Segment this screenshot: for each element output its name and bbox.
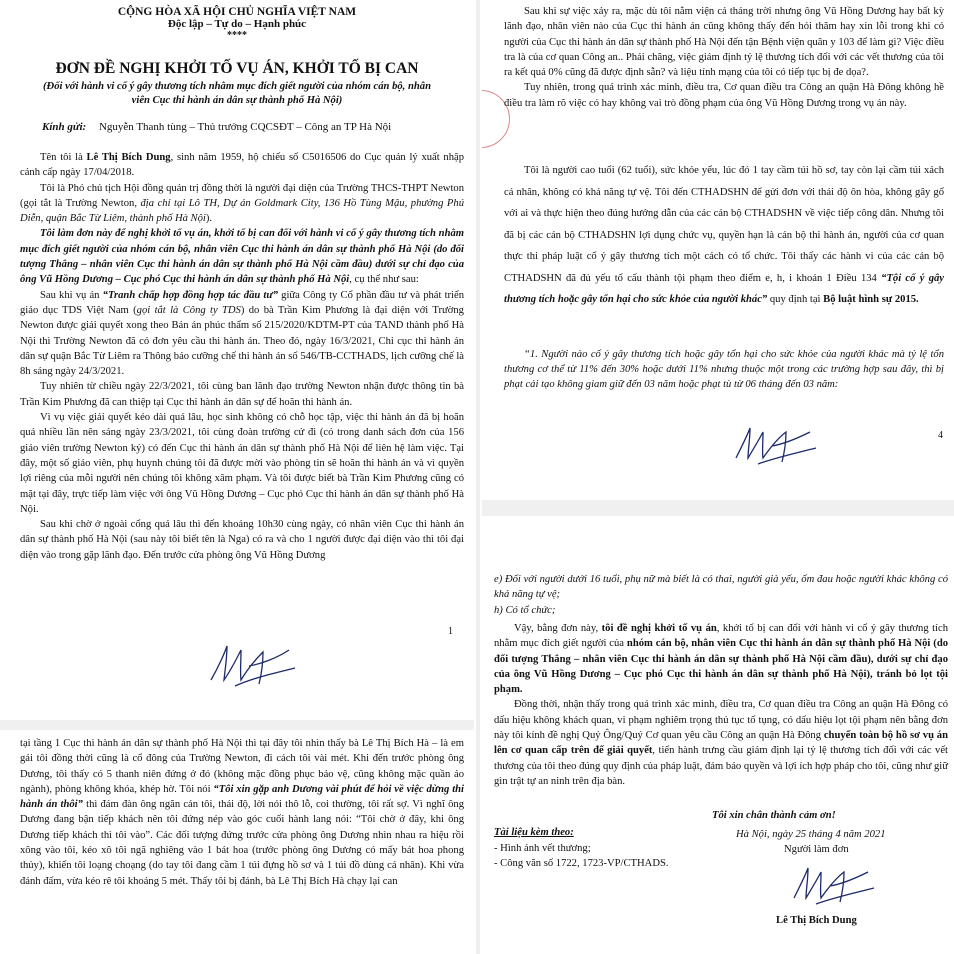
paragraph: tại tầng 1 Cục thi hành án dân sự thành phố Hà Nội thì tại đây tôi nhìn thấy bà Lê Thị Bích Hà – là em gái tôi đồng thời cũng là cổ đông của Trường Newton, đi cách tôi vài mét. Khi đến trước phòng ông Dương, tôi thấy có 5 thanh niên đứng ở đó (không mặc đồng phục bảo vệ, cũng không mặc quần áo ngành), phòng không khóa, khép hờ. Tôi nói “Tôi xin gặp anh Dương vài phút để hỏi về việc dừng thi hành án thôi” thì đám đàn ông ngăn cản tôi, thái độ, lời nói thô lỗ, coi thường, tôi rất sợ. Vì nghĩ ông Dương đang bận tiếp khách nên tôi đứng nép vào góc cuối hành lang nói: “Tôi chờ ở đây, khi ông Dương tiếp khách thì tôi vào”. Các đối tượng đứng trước cửa phòng ông Dương nhìn nhau ra hiệu rồi xông vào tôi, kéo xô tôi ngã nghiêng vào 1 bát hoa (trước phòng ông Dương có mấy bát hoa phong thủy), khiến tôi loạng choạng (do tay tôi đang cầm 1 túi đựng hồ sơ và 1 túi đồ dùng cá nhân). Khi vừa đánh đấm, vừa kéo rê tôi khoảng 5 mét. Thấy tôi bị đánh, bà Lê Thị Bích Hà chạy lại can [20, 738, 464, 887]
panel-separator-right [482, 500, 954, 516]
panel-separator-left [0, 720, 474, 730]
paragraph: Vậy, bằng đơn này, tôi đề nghị khởi tố vụ án, khởi tố bị can đối với hành vi cố ý gây thương tích nhằm mục đích giết người của nhóm cán bộ, nhân viên Cục thi hành án dân sự thành phố Hà Nội (do đối tượng Thắng – nhân viên Cục thi hành án dân sự thành phố Hà Nội cầm đầu), dưới sự chỉ đạo của ông Vũ Hồng Dương – Cục phó Cục thi hành án dân sự thành phố Hà Nội), tránh bỏ lọt tội phạm. [494, 623, 949, 696]
page1-body [20, 150, 464, 563]
document-page-3 [482, 518, 954, 954]
paragraph: Tuy nhiên từ chiều ngày 22/3/2021, tôi cùng ban lãnh đạo trường Newton nhận được thông tin bà Trần Kim Phương đã can thiệp tại Cục thi hành án dân sự để hoãn thi hành án. [20, 381, 464, 408]
attachment-item: - Công văn số 1722, 1723-VP/CTHADS. [494, 858, 669, 869]
law-item-e: e) Đối với người dưới 16 tuổi, phụ nữ mà biết là có thai, người già yếu, ốm đau hoặc người khác không có khả năng tự vệ; [494, 574, 948, 601]
law-item-h: h) Có tổ chức; [494, 605, 556, 616]
recipient-text: Nguyễn Thanh tùng – Thủ trưởng CQCSĐT – Công an TP Hà Nội [98, 121, 392, 133]
paragraph: Sau khi sự việc xảy ra, mặc dù tôi nằm viện cả tháng trời nhưng ông Vũ Hồng Dương hay bất kỳ lãnh đạo, nhân viên nào của Cục thi hành án cũng không thấy đến hỏi thăm hay xin lỗi trong khi có người của Cục thi hành án dân sự thành phố Hà Nội đến tận Bệnh viện quân y 103 để làm gì? Việc điều tra là của cơ quan Công an.. Phải chăng, việc giám định tỷ lệ thương tích đối với các vết thương của tôi ra kết quả 0% cũng đã được định sẵn? và liệu tính mạng của tôi có tiếp tục bị đe dọa?. [504, 6, 944, 79]
page-number: 1 [448, 626, 453, 637]
recipient-label: Kính gửi: [42, 121, 87, 133]
page4-body [20, 736, 464, 889]
page-number: 4 [938, 430, 943, 441]
page3-body [494, 621, 948, 789]
thanks: Tôi xin chân thành cảm ơn! [712, 810, 836, 821]
recipient-line [42, 121, 462, 133]
signer-name: Lê Thị Bích Dung [776, 915, 857, 926]
signature-icon [788, 860, 878, 910]
paragraph: Tuy nhiên, trong quá trình xác minh, điều tra, Cơ quan điều tra Công an quận Hà Đông không hề điều tra làm rõ việc có hay không vai trò đồng phạm của ông Vũ Hồng Dương trong vụ án này. [504, 82, 944, 109]
date-line: Hà Nội, ngày 25 tháng 4 năm 2021 [736, 829, 886, 840]
nation-header: CỘNG HÒA XÃ HỘI CHỦ NGHĨA VIỆT NAM [117, 6, 357, 18]
signature-icon [205, 636, 300, 694]
signer-role: Người làm đơn [784, 844, 849, 855]
document-page-2 [482, 0, 954, 498]
motto: Độc lập – Tự do – Hạnh phúc [167, 18, 307, 30]
document-page-1 [0, 0, 474, 718]
law-quote: “1. Người nào cố ý gây thương tích hoặc gây tổn hại cho sức khỏe của người khác mà tỷ lệ tổn thương cơ thể từ 11% đến 30% hoặc dưới 11% nhưng thuộc một trong các trường hợp sau đây, thì bị phạt cải tạo không giam giữ đến 03 năm hoặc phạt tù từ 06 tháng đến 03 năm: [504, 349, 944, 390]
page2-body [504, 4, 944, 111]
paragraph: Tôi là Phó chủ tịch Hội đồng quản trị đồng thời là người đại diện của Trường THCS-THPT Newton (gọi tắt là Trường Newton, địa chỉ tại Lô TH, Dự án Goldmark City, 136 Hồ Tùng Mậu, phường Phú Diễn, quận Bắc Từ Liêm, thành phố Hà Nội). [20, 182, 464, 225]
paragraph: Đồng thời, nhận thấy trong quá trình xác minh, điều tra, Cơ quan điều tra Công an quận Hà Đông có dấu hiệu không khách quan, vi phạm nghiêm trọng thủ tục tố tụng, có dấu hiệu lọt tội phạm nên bằng đơn này tôi kính đề nghị Quý Ông/Quý Cơ quan yêu cầu Công an quận Hà Đông chuyển toàn bộ hồ sơ vụ án lên cơ quan cấp trên để giải quyết, tiến hành trưng cầu giám định lại tỷ lệ thương tích đối với các vết thương của tôi theo đúng quy định của pháp luật, đảm bảo quyền và lợi ích hợp pháp cho tôi, cũng như giữ gìn trật tự an ninh trên địa bàn. [494, 699, 948, 787]
paragraph: Tôi là người cao tuổi (62 tuổi), sức khỏe yếu, lúc đó 1 tay cầm túi hồ sơ, tay còn lại cầm túi xách cá nhân, không có khả năng tự vệ. Tôi đến CTHADSHN để gửi đơn với thái độ ôn hòa, không gây gổ với ai và thực hiện theo đúng hướng dẫn của các cán bộ CTHADSHN về việc tiếp công dân. Nhưng tôi đã bị các cán bộ CTHADSHN lợi dụng chức vụ, quyền hạn là cán bộ thi hành án, người của cơ quan thực thi pháp luật cố ý gây thương tích một cách có tổ chức. Tôi thấy các hành vi của các cán bộ CTHADSHN đã đủ yếu tố cấu thành tội phạm theo điểm e, h, i khoản 1 Điều 134 “Tội cố ý gây thương tích hoặc gây tổn hại cho sức khỏe của người khác” quy định tại Bộ luật hình sự 2015. [504, 165, 944, 305]
paragraph: Tôi làm đơn này để nghị khởi tố vụ án, khởi tố bị can đối với hành vi cố ý gây thương tích nhằm mục đích giết người của nhóm cán bộ, nhân viên Cục thi hành án dân sự thành phố Hà Nội (do đối tượng Thắng – nhân viên Cục thi hành án dân sự thành phố Hà Nội cầm đầu) dưới sự chỉ đạo của ông Vũ Hồng Dương – Cục phó Cục thi hành án dân sự thành phố Hà Nội, cụ thể như sau: [20, 228, 464, 286]
signature-icon [730, 420, 820, 470]
attachments-title: Tài liệu kèm theo: [494, 827, 574, 838]
attachments [494, 825, 669, 872]
document-page-4 [0, 732, 474, 954]
page-subtitle: (Đối với hành vi cố ý gây thương tích nhằm mục đích giết người của nhóm cán bộ, nhân viên Cục thi hành án dân sự thành phố Hà Nội) [43, 81, 431, 106]
paragraph: Sau khi vụ án “Tranh chấp hợp đồng hợp tác đầu tư” giữa Công ty Cổ phần đầu tư và phát triển giáo dục TDS Việt Nam (gọi tắt là Công ty TDS) do bà Trần Kim Phương là đại diện với Trường Newton được giải quyết xong theo Bản án phúc thẩm số 215/2020/KDTM-PT của TAND thành phố Hà Nội thì Trường Newton đã có đơn yêu cầu thi hành án. Theo đó, ngày 16/3/2021, Chi cục thi hành án dân sự quận Bắc Từ Liêm ra Thông báo cưỡng chế thi hành án số 546/TB-CCTHADS, lịch cưỡng chế là 8h sáng ngày 24/3/2021. [20, 289, 464, 378]
paragraph: Sau khi chờ ở ngoài cổng quá lâu thì đến khoảng 10h30 cùng ngày, có nhân viên Cục thi hành án dân sự thành phố Hà Nội (sau này tôi biết tên là Nga) có ra và cho 1 người được đại diện vào thì tôi đại diện vào trong gặp lãnh đạo. Đến trước cửa phòng ông Vũ Hồng Dương [20, 519, 464, 561]
page-title: ĐƠN ĐỀ NGHỊ KHỞI TỐ VỤ ÁN, KHỞI TỐ BỊ CAN [55, 60, 419, 77]
page2-body-wide [504, 160, 944, 311]
stars: **** [227, 30, 247, 41]
paragraph: Vì vụ việc giải quyết kéo dài quá lâu, học sinh không có chỗ học tập, việc thi hành án đã bị hoãn quá nhiều lần nên sáng ngày 23/3/2021, tôi cùng đoàn trường cử đi (có trong danh sách đơn của 156 giáo viên trường Newton ký) có đến Cục thi hành án dân sự thành phố Hà Nội để liên hệ làm việc. Tại đây, một số giáo viên, phụ huynh chúng tôi đã được mời vào phòng tin sẽ hoãn thi hành án và vì quyền lợi riêng của mỗi người nên chúng tôi không xâm phạm. Và tôi được biết bà Trần Kim Phương cũng có mặt tại đây, trực tiếp làm việc với ông Vũ Hồng Dương – Cục phó Cục thi hành án dân sự thành phố Hà Nội. [20, 412, 464, 515]
attachment-item: - Hình ảnh vết thương; [494, 842, 591, 854]
panel-separator-vertical [476, 0, 480, 954]
paragraph: Tên tôi là Lê Thị Bích Dung, sinh năm 1959, hộ chiếu số C5016506 do Cục quản lý xuất nhập cảnh cấp ngày 17/04/2018. [20, 152, 465, 179]
